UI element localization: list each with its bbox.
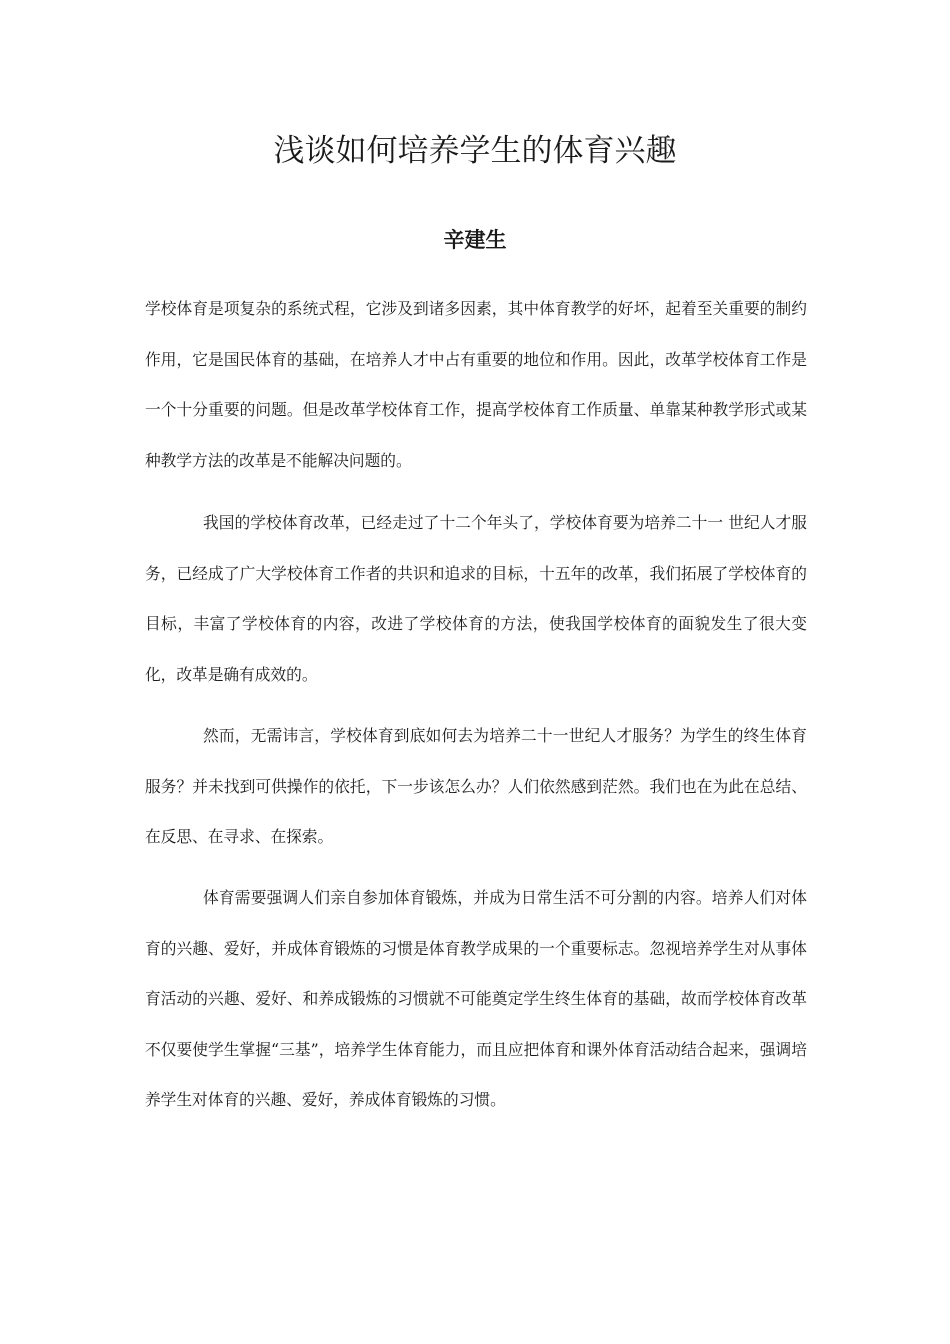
document-title: 浅谈如何培养学生的体育兴趣 [273, 133, 677, 169]
paragraph: 体育需要强调人们亲自参加体育锻炼，并成为日常生活不可分割的内容。培养人们对体育的兴趣、爱好，并成体育锻炼的习惯是体育教学成果的一个重要标志。忽视培养学生对从事体育活动的兴趣、爱好、和养成锻炼的习惯就不可能奠定学生终生体育的基础，故而学校体育改革不仅要使学生掌握“三基”，培养学生体育能力，而且应把体育和课外体育活动结合起来，强调培养学生对体育的兴趣、爱好，养成体育锻炼的习惯。 [145, 888, 807, 1109]
paragraph: 我国的学校体育改革，已经走过了十二个年头了，学校体育要为培养二十一 世纪人才服务，已经成了广大学校体育工作者的共识和追求的目标，十五年的改革，我们拓展了学校体育的目标，丰富了学校体育的内容，改进了学校体育的方法，使我国学校体育的面貌发生了很大变化，改革是确有成效的。 [145, 513, 807, 684]
author-name: 辛建生 [443, 228, 507, 252]
paragraph: 然而，无需讳言，学校体育到底如何去为培养二十一世纪人才服务？为学生的终生体育服务？并未找到可供操作的依托，下一步该怎么办？人们依然感到茫然。我们也在为此在总结、在反思、在寻求、在探索。 [145, 726, 807, 846]
paragraph: 学校体育是项复杂的系统式程，它涉及到诸多因素，其中体育教学的好坏，起着至关重要的制约作用，它是国民体育的基础，在培养人才中占有重要的地位和作用。因此，改革学校体育工作是一个十分重要的问题。但是改革学校体育工作，提高学校体育工作质量、单靠某种教学形式或某种教学方法的改革是不能解决问题的。 [145, 299, 807, 470]
